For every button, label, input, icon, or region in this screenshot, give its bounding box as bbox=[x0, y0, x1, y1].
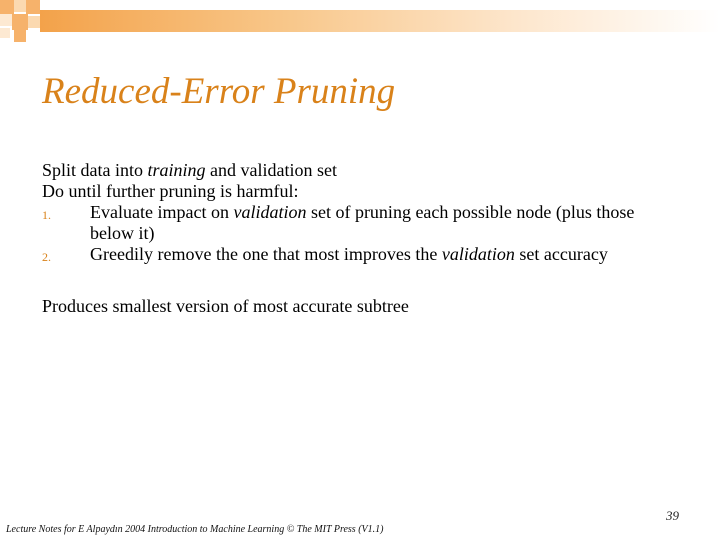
decor-square bbox=[0, 0, 14, 14]
page-number: 39 bbox=[666, 508, 679, 523]
emphasis-text: validation bbox=[233, 202, 307, 222]
header-gradient-bar bbox=[40, 10, 720, 32]
emphasis-text: training bbox=[147, 160, 206, 180]
bullet-line-split bbox=[42, 160, 682, 181]
footer-credit: Lecture Notes for E Alpaydın 2004 Introduction to Machine Learning © The MIT Press (V1.1) bbox=[6, 524, 384, 535]
emphasis-text: validation bbox=[441, 244, 515, 264]
bullet-line-loop: Do until further pruning is harmful: bbox=[42, 181, 299, 201]
decor-square bbox=[0, 28, 10, 38]
decor-square bbox=[14, 0, 26, 12]
text-segment: Split data into bbox=[42, 160, 148, 180]
decor-square bbox=[28, 16, 40, 28]
list-number: 1. bbox=[42, 208, 51, 222]
decor-square bbox=[12, 14, 28, 30]
numbered-item-1 bbox=[42, 202, 682, 244]
numbered-item-2 bbox=[42, 244, 682, 265]
slide-body bbox=[42, 160, 682, 317]
list-number: 2. bbox=[42, 250, 51, 264]
text-segment: set of pruning each possible node (plus those below it) bbox=[90, 202, 635, 243]
bullet-line-produces: Produces smallest version of most accurate subtree bbox=[42, 296, 409, 316]
text-segment: set accuracy bbox=[514, 244, 608, 264]
decor-square bbox=[0, 14, 12, 26]
text-segment: and validation set bbox=[205, 160, 337, 180]
spacer bbox=[42, 265, 682, 296]
text-segment: Greedily remove the one that most improves the bbox=[90, 244, 442, 264]
decor-square bbox=[14, 30, 26, 42]
slide-title: Reduced-Error Pruning bbox=[42, 71, 396, 112]
decor-square bbox=[26, 0, 40, 14]
text-segment: Evaluate impact on bbox=[90, 202, 234, 222]
